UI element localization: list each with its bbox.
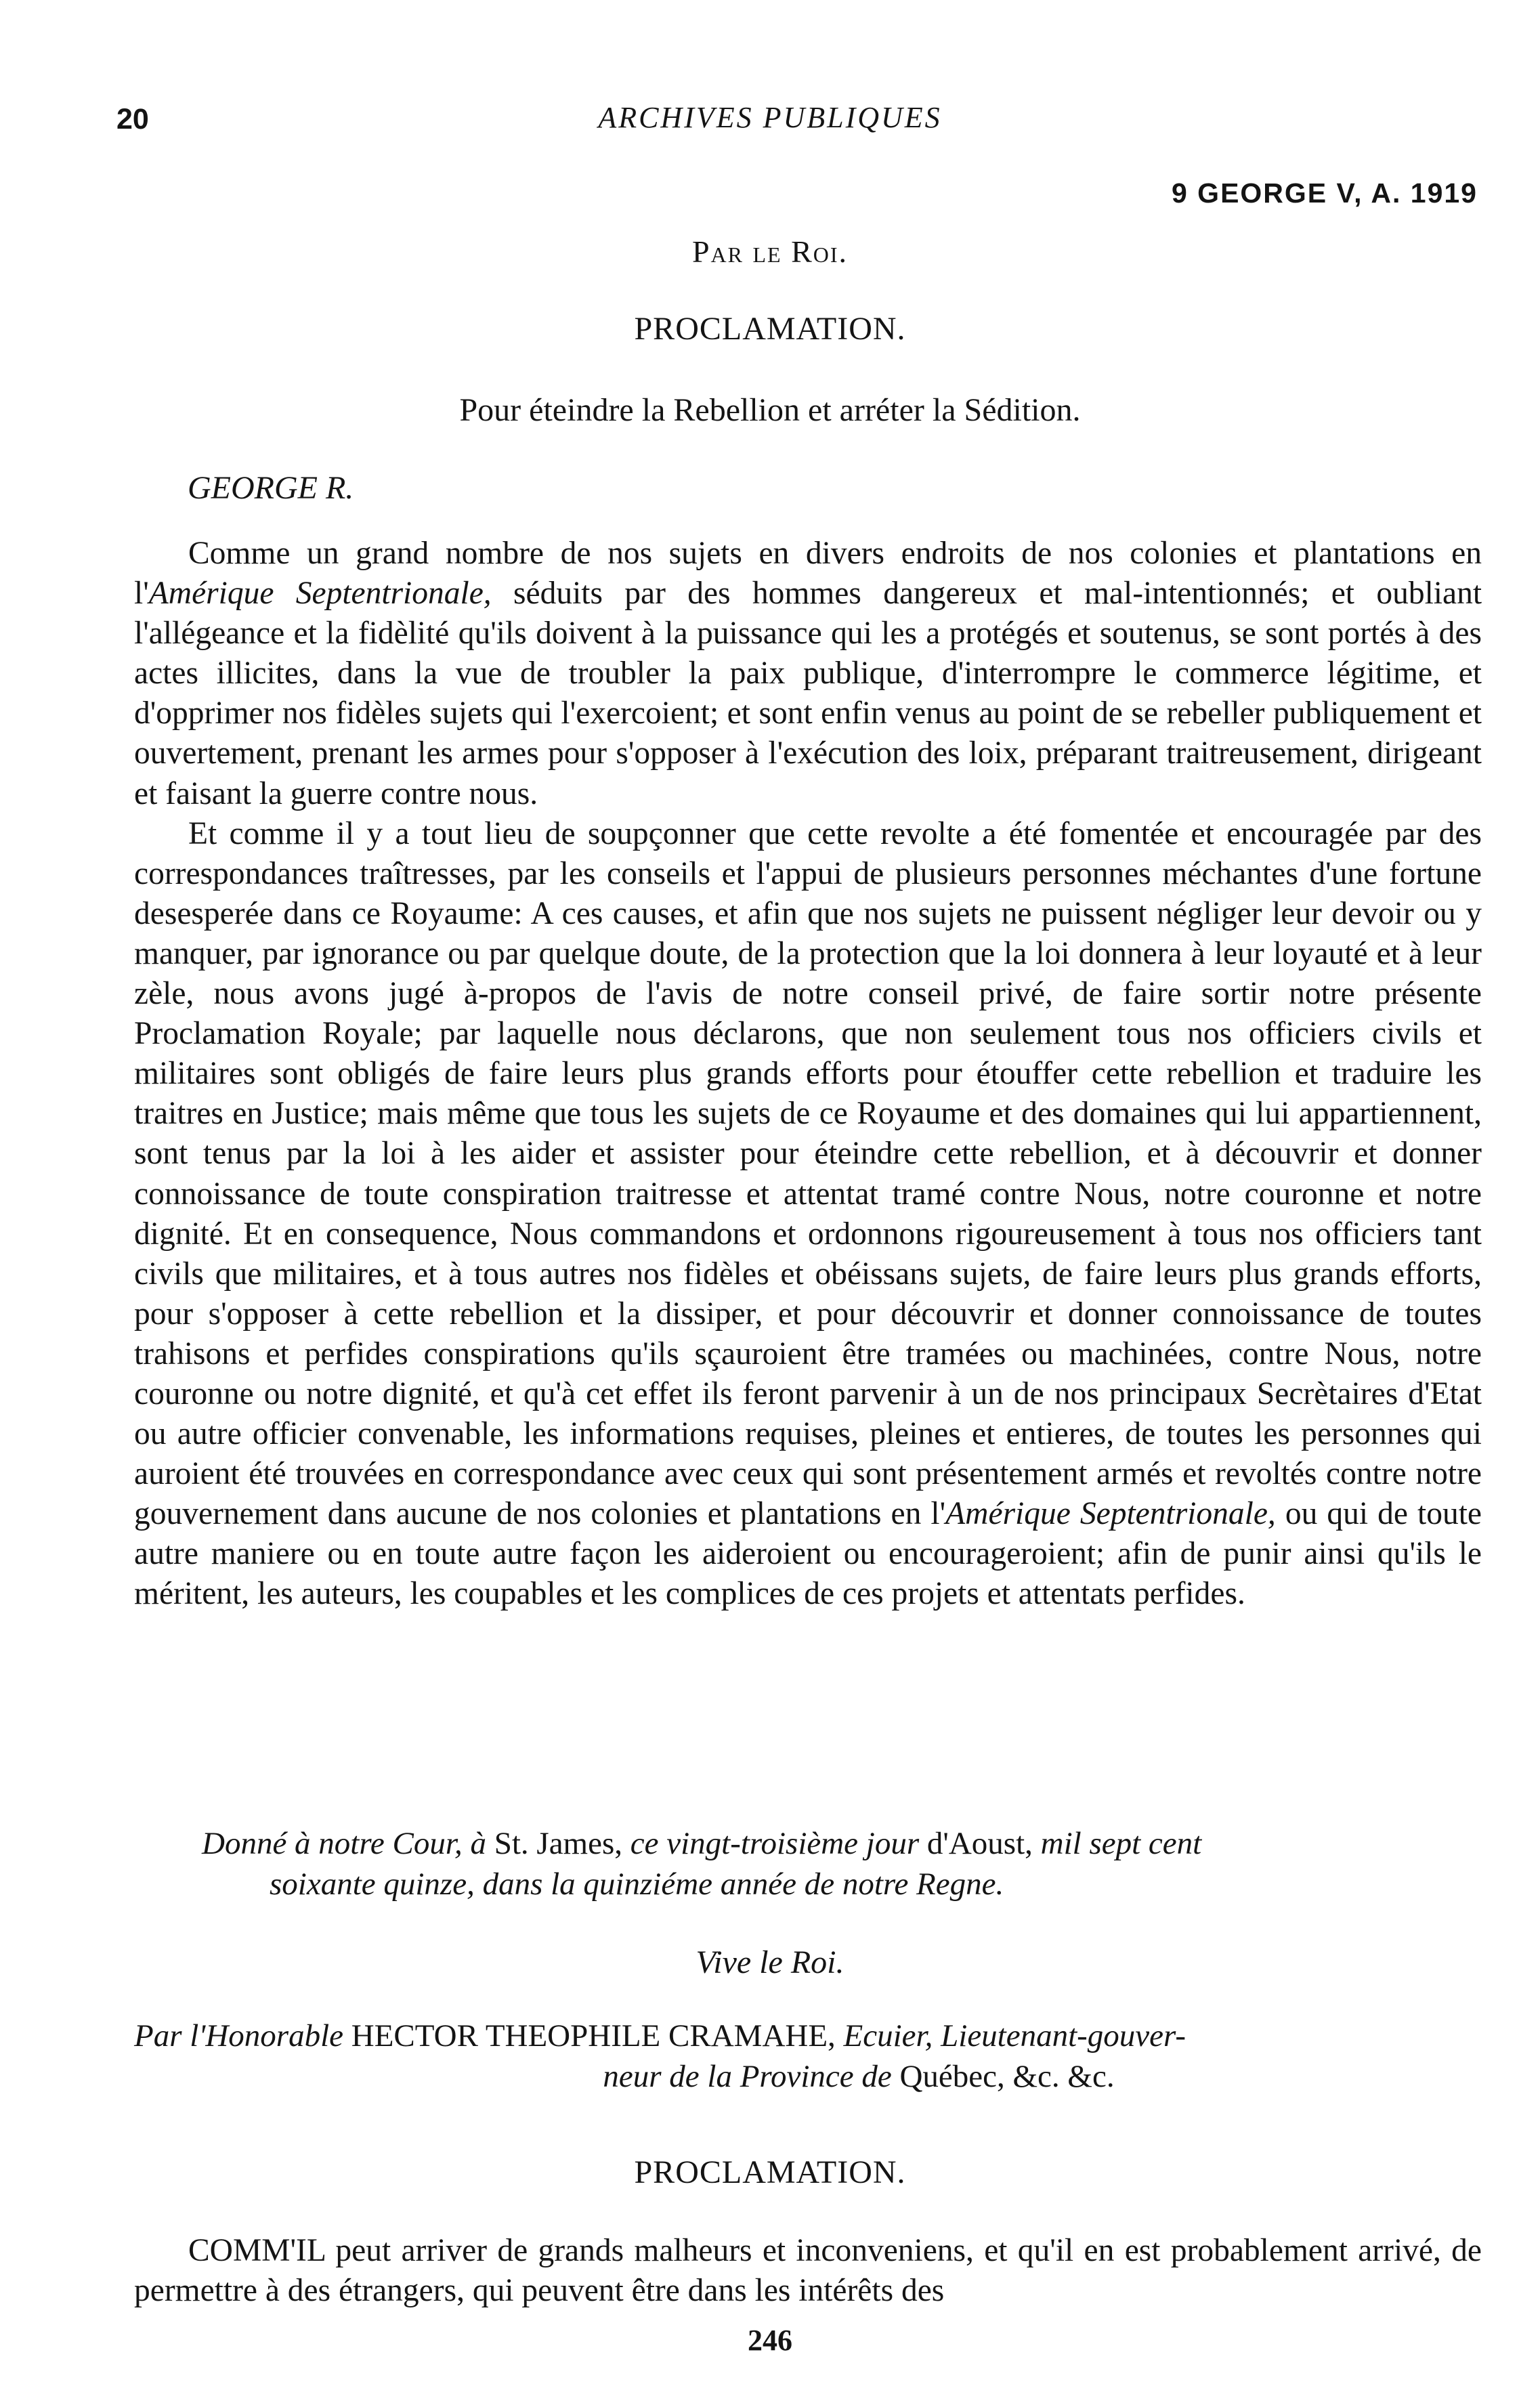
given-at-court xyxy=(202,1823,1489,1904)
given-text-c: ce vingt-troisième jour xyxy=(630,1826,920,1861)
given-text-a: Donné à notre Cour, à xyxy=(202,1826,486,1861)
paragraph-2 xyxy=(134,814,1482,1615)
given-place: St. James, xyxy=(486,1826,630,1861)
sheet-number: 246 xyxy=(748,2324,792,2357)
issuer-line-1 xyxy=(134,2016,1489,2056)
proclamation-subtitle: Pour éteindre la Rebellion et arréter la Sédition. xyxy=(459,392,1081,428)
paragraph-1-place-name: Amérique Septentrionale, xyxy=(148,576,492,612)
paragraph-2-text-c: ou qui de toute autre maniere ou en toute autre façon les aideroient ou encourageroient; afin de punir ainsi qu'ils le méritent, les auteurs, les coupables et les complices de ces projets et attentats perfides. xyxy=(134,1496,1482,1612)
given-text-e: mil sept cent xyxy=(1040,1826,1202,1861)
given-line-2: soixante quinze, dans la quinziéme année de notre Regne. xyxy=(270,1867,1004,1902)
royal-signature: GEORGE R. xyxy=(188,470,354,506)
paragraph-2-text-a: Et comme il y a tout lieu de soupçonner que cette revolte a été fomentée et encouragée par des correspondances traîtresses, par les conseils et l'appui de plusieurs personnes méchantes d'une fortune desesperée dans ce Royaume: A ces causes, et afin que nos sujets ne puissent négliger leur devoir ou y manquer, par ignorance ou par quelque doute, de la protection que la loi donnera à leur loyauté et à leur zèle, nous avons jugé à-propos de l'avis de notre conseil privé, de faire sortir notre présente Proclamation Royale; par laquelle nous déclarons, que non seulement tous nos officiers civils et militaires sont obligés de faire leurs plus grands efforts pour étouffer cette rebellion et traduire les traitres en Justice; mais même que tous les sujets de ce Royaume et des domaines qui lui appartiennent, sont tenus par la loi à les aider et assister pour éteindre cette rebellion, et à découvrir et donner connoissance de toute conspiration traitresse et attentat tramé contre Nous, notre couronne et notre dignité. Et en consequence, Nous commandons et ordonnons rigoureusement à tous nos officiers tant civils que militaires, et à tous autres nos fidèles et obéissans sujets, de faire leurs plus grands efforts, pour s'opposer à cette rebellion et la dissiper, et pour découvrir et donner connoissance de toutes trahisons et perfides conspirations qu'ils sçauroient être tramées ou machinées, contre Nous, notre couronne ou notre dignité, et qu'à cet effet ils feront parvenir à un de nos principaux Secrètaires d'Etat ou autre officier convenable, les informations requises, pleines et entieres, de toutes les personnes qui auroient été trouvées en correspondance avec ceux qui sont présentement armés et revoltés contre notre gouvernement dans aucune de nos colonies et plantations en l' xyxy=(134,815,1482,1532)
second-proclamation-body xyxy=(134,2231,1482,2311)
paragraph-1-text-a: Comme un grand nombre de nos sujets en divers endroits de nos colonies et plantations en l' xyxy=(134,536,1482,612)
proclamation-authority: Par le Roi. xyxy=(691,234,849,269)
second-paragraph-1: COMM'IL peut arriver de grands malheurs et inconveniens, et qu'il en est probablement arrivé, de permettre à des étrangers, qui peuvent être dans les intérêts des xyxy=(134,2233,1482,2309)
second-proclamation-title: PROCLAMATION. xyxy=(634,2154,906,2190)
paragraph-2-place-name: Amérique Septentrionale, xyxy=(945,1496,1276,1532)
issuer-province: Québec, &c. &c. xyxy=(891,2059,1115,2094)
issuer-honorific: Par l'Honorable xyxy=(134,2018,344,2053)
proclamation-title: PROCLAMATION. xyxy=(634,311,906,347)
proclamation-body xyxy=(134,534,1482,1615)
given-line-1 xyxy=(202,1823,1489,1864)
issuer-line xyxy=(134,2016,1489,2097)
issuer-title-cont: neur de la Province de xyxy=(603,2059,892,2094)
paragraph-1-text-c: séduits par des hommes dangereux et mal-intentionnés; et oubliant l'allégeance et la fidèlité qu'ils doivent à la puissance qui les a protégés et soutenus, se sont portés à des actes illicites, dans la vue de troubler la paix publique, d'interrompre le commerce légitime, et d'opprimer nos fidèles sujets qui l'exercoient; et sont enfin venus au point de se rebeller publiquement et ouvertement, prenant les armes pour s'opposer à l'exécution des loix, préparant traitreusement, dirigeant et faisant la guerre contre nous. xyxy=(134,576,1482,811)
paragraph-1 xyxy=(134,534,1482,814)
given-month: d'Aoust, xyxy=(919,1826,1041,1861)
issuer-title: Ecuier, Lieutenant-gouver- xyxy=(843,2018,1186,2053)
page-number: 20 xyxy=(116,103,149,135)
closing-line: Vive le Roi. xyxy=(696,1944,844,1980)
regnal-year: 9 GEORGE V, A. 1919 xyxy=(1171,177,1478,209)
issuer-name: HECTOR THEOPHILE CRAMAHE, xyxy=(343,2018,844,2053)
issuer-line-2 xyxy=(134,2056,1489,2097)
running-title: ARCHIVES PUBLIQUES xyxy=(598,101,942,134)
